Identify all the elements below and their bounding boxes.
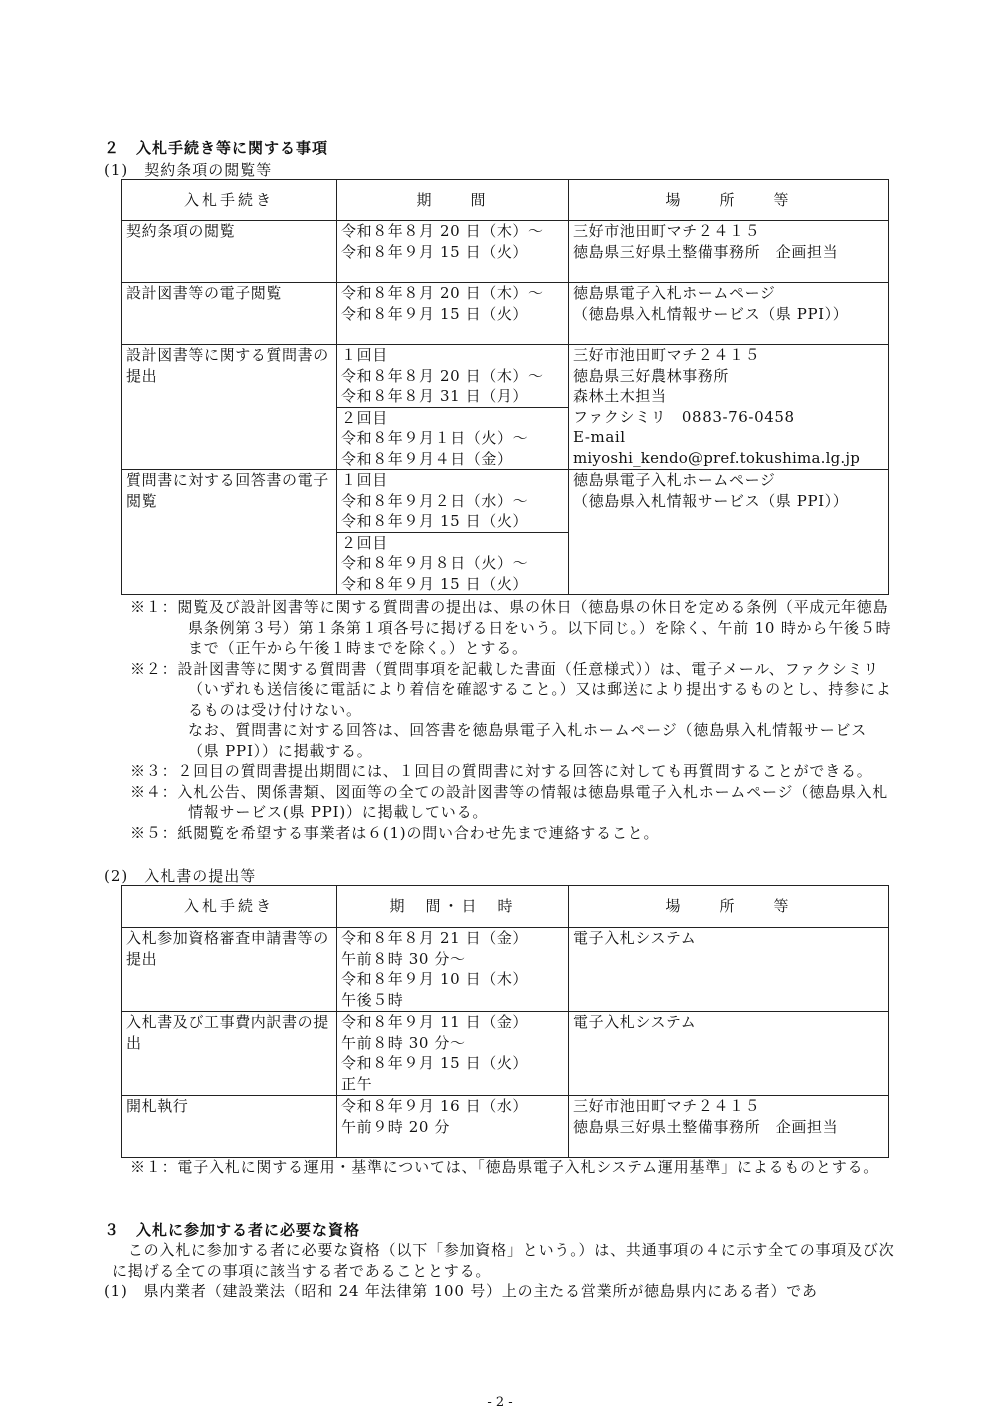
table-row [122, 345, 889, 408]
note-text: 設計図書等に関する質問書（質問事項を記載した書面（任意様式））は、電子メール、ファクシミリ（いずれも送信後に電話により着信を確認すること。）又は郵送により提出するものとし、持参によるものは受け付けない。 [177, 659, 892, 719]
subsection-2-title: (2) 入札書の提出等 [104, 867, 257, 885]
note-item [130, 761, 898, 782]
place-line: 徳島県三好県土整備事務所 企画担当 [573, 242, 839, 261]
period-line: 令和８年８月 20 日（木）～ [341, 284, 544, 302]
section-3-heading: ３ 入札に参加する者に必要な資格 [104, 1221, 361, 1239]
place-line: （徳島県入札情報サービス（県 PPI）） [573, 304, 849, 323]
place-line: ファクシミリ 0883-76-0458 [573, 407, 795, 426]
period-line: 令和８年８月 21 日（金） [341, 929, 529, 947]
table-row [122, 1096, 889, 1158]
period-line: 令和８年９月８日（火）～ [341, 554, 529, 572]
table2-notes [130, 1157, 898, 1178]
section-3-item-1: (1) 県内業者（建設業法（昭和 24 年法律第 100 号）上の主たる営業所が徳島県内にある者）であ [104, 1282, 818, 1300]
place-line: 三好市池田町マチ２４１５ [573, 346, 761, 364]
col-header-procedure: 入札手続き [122, 886, 337, 928]
period-line: 午後５時 [341, 990, 404, 1009]
place-line: 徳島県三好県土整備事務所 企画担当 [573, 1117, 839, 1136]
note-text: なお、質問書に対する回答は、回答書を徳島県電子入札ホームページ（徳島県入札情報サービス（県 PPI））に掲載する。 [188, 721, 868, 760]
section-3-intro: この入札に参加する者に必要な資格（以下「参加資格」という。）は、共通事項の４に示す全ての事項及び次に掲げる全ての事項に該当する者であることとする。 [112, 1241, 895, 1280]
place-line: 三好市池田町マチ２４１５ [573, 222, 761, 240]
period-line: 令和８年９月２日（水）～ [341, 491, 529, 510]
col-header-period-datetime: 期 間・日 時 [337, 886, 569, 928]
table-row [122, 221, 889, 283]
period-line: 令和８年９月 10 日（木） [341, 970, 529, 988]
note-mark: ※３： [130, 762, 178, 780]
note-continuation [130, 720, 898, 761]
period-line: 令和８年９月４日（金） [341, 449, 513, 468]
col-header-procedure: 入札手続き [122, 180, 337, 221]
period-line: 令和８年９月 16 日（水） [341, 1097, 529, 1115]
period-line: ２回目 [341, 408, 388, 427]
place-line: （徳島県入札情報サービス（県 PPI）） [573, 491, 849, 510]
note-item [130, 823, 898, 844]
table-row [122, 928, 889, 1012]
period-line: 令和８年９月 15 日（火） [341, 512, 529, 530]
procedure-cell: 入札参加資格審査申請書等の提出 [126, 929, 329, 968]
note-text: 紙閲覧を希望する事業者は６(1)の問い合わせ先まで連絡すること。 [177, 823, 660, 842]
place-line: 森林土木担当 [573, 387, 667, 405]
place-line: 三好市池田町マチ２４１５ [573, 1097, 761, 1115]
period-line: 令和８年８月 31 日（月） [341, 387, 529, 405]
period-line: 正午 [341, 1074, 373, 1093]
note-mark: ※２： [130, 659, 178, 678]
note-mark: ※５： [130, 823, 178, 842]
bid-submission-table [121, 885, 889, 1158]
period-line: 午前８時 30 分～ [341, 949, 466, 968]
col-header-period: 期 間 [337, 180, 569, 221]
period-line: 令和８年９月 15 日（火） [341, 574, 529, 593]
table-header-row [122, 886, 889, 928]
table-row [122, 283, 889, 345]
contract-inspection-table [121, 179, 889, 595]
note-item [130, 1157, 898, 1178]
period-line: 令和８年９月 15 日（火） [341, 1054, 529, 1072]
note-item [130, 782, 898, 823]
period-line: 令和８年８月 20 日（木）～ [341, 366, 544, 385]
col-header-place: 場 所 等 [569, 180, 889, 221]
period-line: １回目 [341, 471, 388, 489]
note-text: ２回目の質問書提出期間には、１回目の質問書に対する回答に対しても再質問することができる。 [177, 762, 873, 780]
place-line: 徳島県電子入札ホームページ [573, 284, 776, 302]
section-2-heading: ２ 入札手続き等に関する事項 [104, 139, 329, 157]
place-line: E-mail [573, 428, 626, 446]
note-text: 閲覧及び設計図書等に関する質問書の提出は、県の休日（徳島県の休日を定める条例（平成元年徳島県条例第３号）第１条第１項各号に掲げる日をいう。以下同じ。）を除く、午前 10 時から午後５時まで（正午から午後１時までを除く。）とする。 [177, 598, 892, 657]
table-row [122, 470, 889, 533]
period-line: 午前９時 20 分 [341, 1117, 451, 1136]
note-item [130, 597, 898, 659]
note-item [130, 659, 898, 721]
period-line: 令和８年８月 20 日（木）～ [341, 222, 544, 240]
period-line: 令和８年９月 15 日（火） [341, 242, 529, 261]
note-mark: ※４： [130, 782, 178, 801]
table-row [122, 1012, 889, 1096]
place-line: 徳島県三好農林事務所 [573, 366, 730, 385]
email-address: miyoshi_kendo@pref.tokushima.lg.jp [573, 448, 860, 467]
place-line: 電子入札システム [573, 1013, 697, 1031]
procedure-cell: 入札書及び工事費内訳書の提出 [126, 1013, 329, 1052]
col-header-place: 場 所 等 [569, 886, 889, 928]
period-line: 令和８年９月１日（火）～ [341, 429, 529, 447]
note-text: 電子入札に関する運用・基準については、「徳島県電子入札システム運用基準」によるものとする。 [177, 1158, 880, 1176]
page-number: - 2 - [487, 1395, 513, 1410]
period-line: １回目 [341, 346, 388, 364]
place-line: 電子入札システム [573, 929, 697, 947]
period-line: 令和８年９月 15 日（火） [341, 304, 529, 323]
note-text: 入札公告、関係書類、図面等の全ての設計図書等の情報は徳島県電子入札ホームページ（徳島県入札情報サービス(県 PPI)）に掲載している。 [177, 782, 889, 821]
procedure-cell: 設計図書等の電子閲覧 [126, 284, 283, 302]
procedure-cell: 設計図書等に関する質問書の提出 [126, 346, 329, 385]
table1-notes [130, 597, 898, 843]
procedure-cell: 質問書に対する回答書の電子閲覧 [126, 471, 329, 510]
note-mark: ※１： [130, 598, 178, 616]
procedure-cell: 開札執行 [126, 1097, 189, 1115]
table-header-row [122, 180, 889, 221]
subsection-1-title: (1) 契約条項の閲覧等 [104, 161, 273, 179]
period-line: ２回目 [341, 533, 388, 552]
place-line: 徳島県電子入札ホームページ [573, 471, 776, 489]
period-line: 午前８時 30 分～ [341, 1033, 466, 1052]
note-mark: ※１： [130, 1158, 178, 1176]
period-line: 令和８年９月 11 日（金） [341, 1013, 529, 1031]
procedure-cell: 契約条項の閲覧 [126, 222, 236, 240]
